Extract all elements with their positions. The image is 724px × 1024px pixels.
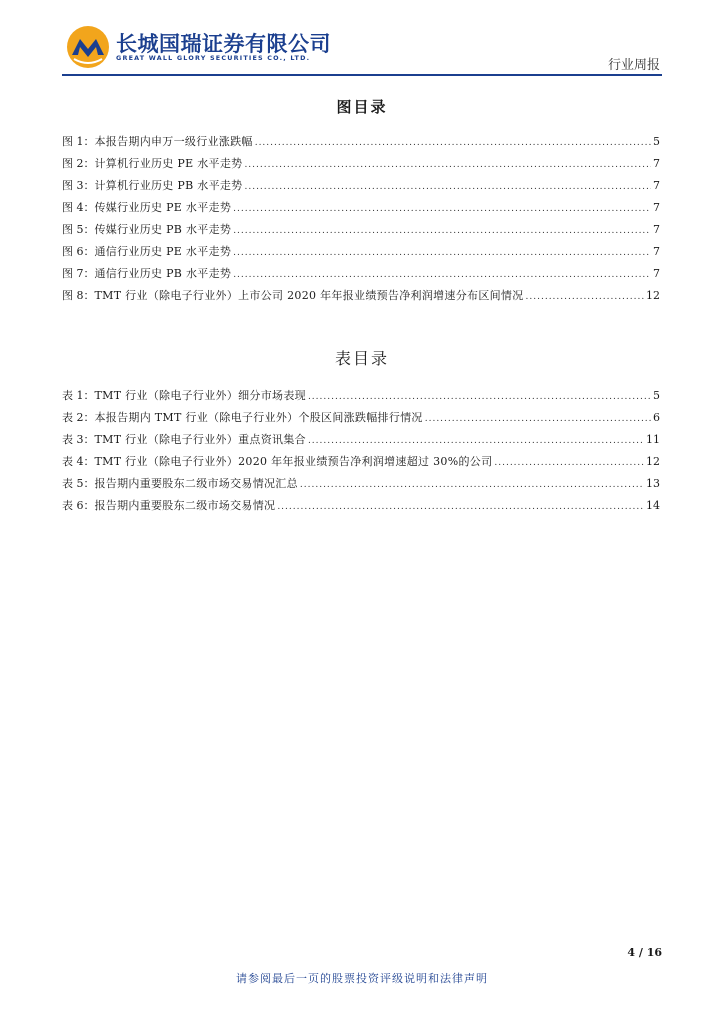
figure-entry[interactable] <box>62 197 660 219</box>
figure-entry-label: 图 4： <box>62 201 95 214</box>
figure-entry-label: 图 8： <box>62 289 95 302</box>
table-entry-caption: TMT 行业（除电子行业外）2020 年年报业绩预告净利润增速超过 30%的公司 <box>94 455 493 468</box>
figure-entry-label: 图 7： <box>62 267 95 280</box>
figure-entry[interactable] <box>62 153 660 175</box>
leader-dots <box>308 386 651 408</box>
leader-dots <box>425 408 651 430</box>
leader-dots <box>494 452 644 474</box>
table-entry-label: 表 1： <box>62 389 95 402</box>
leader-dots <box>277 496 644 518</box>
figure-entry-caption: 通信行业历史 PB 水平走势 <box>94 267 232 280</box>
table-entry-page: 6 <box>653 411 660 424</box>
table-entry-page: 12 <box>646 455 660 468</box>
figure-entry[interactable] <box>62 131 660 153</box>
figure-entry-label: 图 6： <box>62 245 95 258</box>
figure-entry-page: 7 <box>653 267 660 280</box>
figure-entry-page: 7 <box>653 223 660 236</box>
figure-entry-caption: 本报告期内申万一级行业涨跌幅 <box>94 135 253 148</box>
page-number: 4 / 16 <box>627 946 662 959</box>
table-entry-label: 表 6： <box>62 499 95 512</box>
leader-dots <box>300 474 644 496</box>
brand-name-cn: 长城国瑞证券有限公司 <box>116 32 331 56</box>
table-entry[interactable] <box>62 495 660 517</box>
table-entry-caption: TMT 行业（除电子行业外）重点资讯集合 <box>94 433 306 446</box>
table-entry-page: 11 <box>646 433 660 446</box>
leader-dots <box>244 154 651 176</box>
figure-entry-page: 7 <box>653 157 660 170</box>
figure-entry-caption: TMT 行业（除电子行业外）上市公司 2020 年年报业绩预告净利润增速分布区间情况 <box>94 289 524 302</box>
table-index-list <box>62 385 660 517</box>
figure-entry[interactable] <box>62 285 660 307</box>
table-entry-caption: 报告期内重要股东二级市场交易情况汇总 <box>94 477 298 490</box>
leader-dots <box>244 176 651 198</box>
leader-dots <box>233 198 651 220</box>
table-entry[interactable] <box>62 407 660 429</box>
figure-entry[interactable] <box>62 263 660 285</box>
figure-entry-label: 图 1： <box>62 135 95 148</box>
figure-entry-caption: 通信行业历史 PE 水平走势 <box>94 245 232 258</box>
figure-entry-page: 5 <box>653 135 660 148</box>
figure-entry-page: 7 <box>653 179 660 192</box>
table-entry-page: 13 <box>646 477 660 490</box>
figure-entry-caption: 传媒行业历史 PB 水平走势 <box>94 223 232 236</box>
figure-entry-caption: 计算机行业历史 PB 水平走势 <box>94 179 243 192</box>
leader-dots <box>233 220 651 242</box>
page-header <box>62 20 662 76</box>
leader-dots <box>233 264 651 286</box>
figure-entry-label: 图 3： <box>62 179 95 192</box>
figure-entry[interactable] <box>62 175 660 197</box>
header-divider <box>62 74 662 76</box>
table-index-title: 表目录 <box>334 349 389 368</box>
figure-index-list <box>62 131 660 307</box>
report-type: 行业周报 <box>607 58 660 73</box>
table-entry-label: 表 2： <box>62 411 95 424</box>
figure-entry-label: 图 5： <box>62 223 95 236</box>
table-entry-caption: 报告期内重要股东二级市场交易情况 <box>94 499 276 512</box>
figure-entry-page: 7 <box>653 245 660 258</box>
table-entry[interactable] <box>62 451 660 473</box>
figure-entry[interactable] <box>62 219 660 241</box>
leader-dots <box>308 430 644 452</box>
table-entry-caption: TMT 行业（除电子行业外）细分市场表现 <box>94 389 306 402</box>
table-entry-page: 5 <box>653 389 660 402</box>
figure-entry-page: 12 <box>646 289 660 302</box>
figure-entry-label: 图 2： <box>62 157 95 170</box>
table-entry[interactable] <box>62 429 660 451</box>
table-entry-label: 表 3： <box>62 433 95 446</box>
table-entry[interactable] <box>62 473 660 495</box>
brand-name-en: GREAT WALL GLORY SECURITIES CO., LTD. <box>116 54 311 62</box>
leader-dots <box>255 132 651 154</box>
figure-entry-page: 7 <box>653 201 660 214</box>
table-entry[interactable] <box>62 385 660 407</box>
table-entry-caption: 本报告期内 TMT 行业（除电子行业外）个股区间涨跌幅排行情况 <box>94 411 423 424</box>
figure-entry-caption: 传媒行业历史 PE 水平走势 <box>94 201 232 214</box>
figure-entry-caption: 计算机行业历史 PE 水平走势 <box>94 157 243 170</box>
leader-dots <box>233 242 651 264</box>
figure-index-title: 图目录 <box>336 98 388 116</box>
footer-disclaimer: 请参阅最后一页的股票投资评级说明和法律声明 <box>236 972 488 985</box>
great-wall-glory-logo-icon <box>66 25 110 69</box>
table-entry-page: 14 <box>646 499 660 512</box>
table-entry-label: 表 4： <box>62 455 95 468</box>
table-entry-label: 表 5： <box>62 477 95 490</box>
leader-dots <box>526 286 644 308</box>
figure-entry[interactable] <box>62 241 660 263</box>
